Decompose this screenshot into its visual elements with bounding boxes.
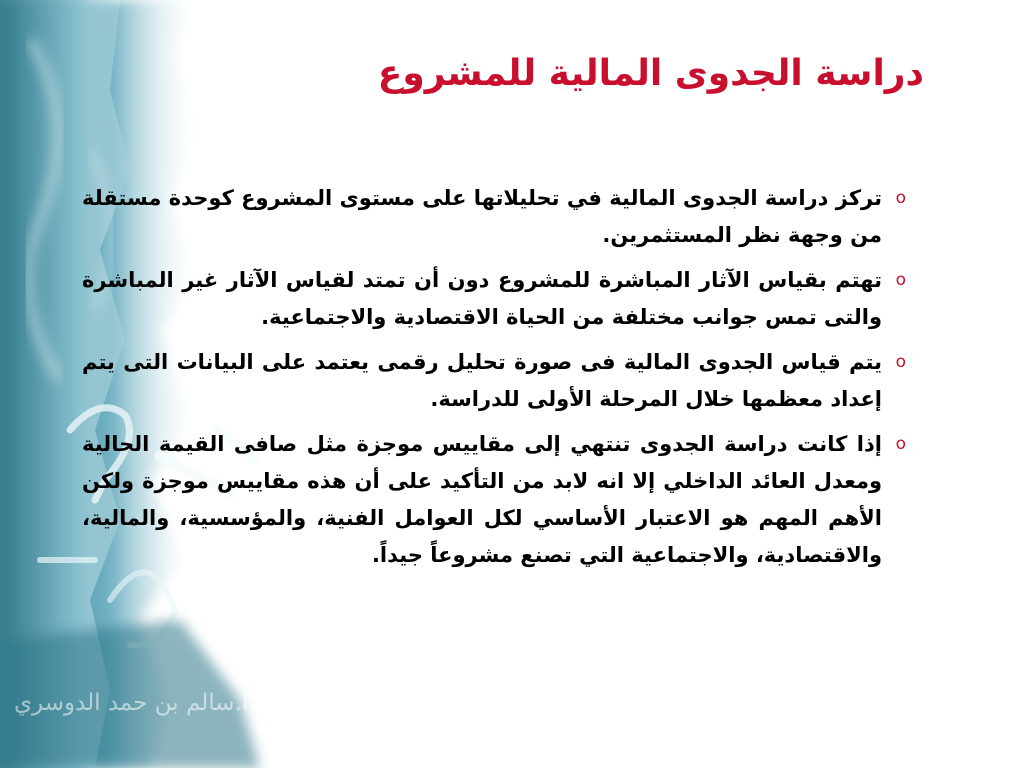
bullet-text: تهتم بقياس الآثار المباشرة للمشروع دون أن تمتد لقياس الآثار غير المباشرة والتى تمس جوانب مختلفة من الحياة الاقتصادية والاجتماعية. [82,268,882,329]
bullet-circle-icon: o [895,270,906,290]
bullet-list [82,180,906,582]
bullet-item [82,262,906,336]
slide-title: دراسة الجدوى المالية للمشروع [377,53,924,94]
author-watermark: أ.سالم بن حمد الدوسري [14,690,249,716]
bullet-circle-icon: o [895,352,906,372]
bullet-circle-icon: o [895,188,906,208]
bullet-circle-icon: o [895,434,906,454]
bullet-item [82,426,906,574]
bullet-item [82,180,906,254]
bullet-text: إذا كانت دراسة الجدوى تنتهي إلى مقاييس موجزة مثل صافى القيمة الحالية ومعدل العائد الداخلي إلا انه لابد من التأكيد على أن هذه مقاييس موجزة ولكن الأهم المهم هو الاعتبار الأساسي لكل العوامل الفنية، والمؤسسية، والمالية، والاقتصادية، والاجتماعية التي تصنع مشروعاً جيداً. [82,432,882,567]
bullet-text: تركز دراسة الجدوى المالية في تحليلاتها على مستوى المشروع كوحدة مستقلة من وجهة نظر المستثمرين. [82,186,882,247]
bullet-text: يتم قياس الجدوى المالية فى صورة تحليل رقمى يعتمد على البيانات التى يتم إعداد معظمها خلال المرحلة الأولى للدراسة. [82,350,882,411]
bullet-item [82,344,906,418]
